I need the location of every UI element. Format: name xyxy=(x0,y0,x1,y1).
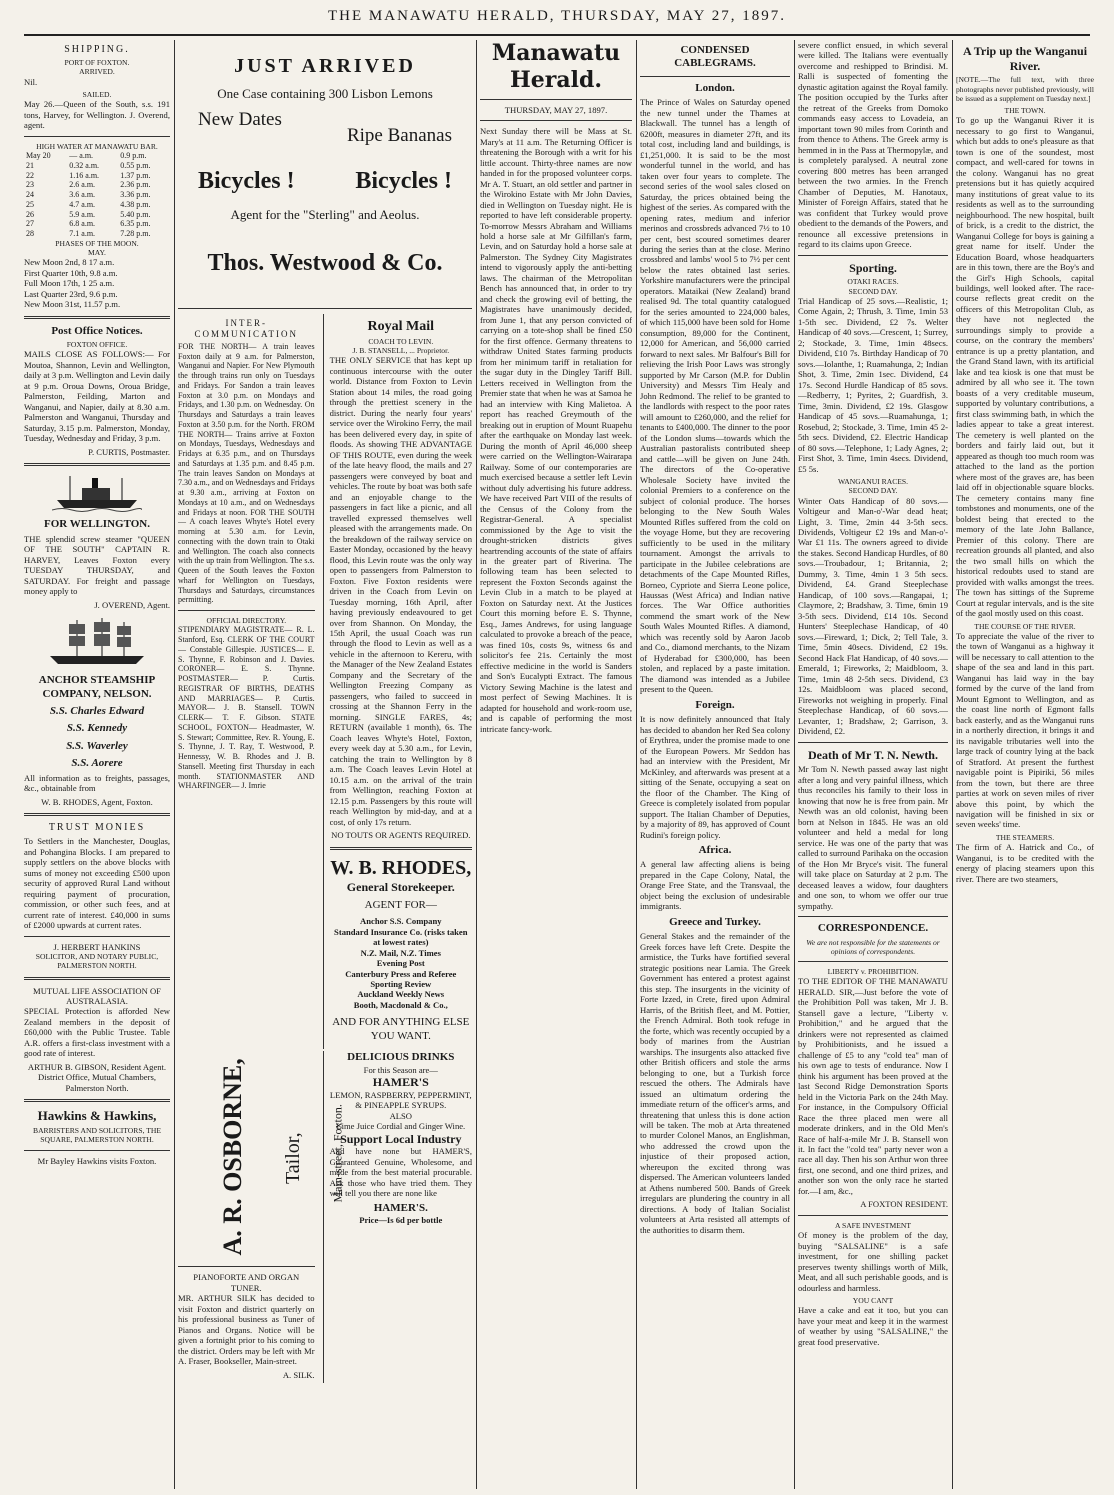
death-heading: Death of Mr T. N. Newth. xyxy=(808,747,938,762)
royal-mail-heading: Royal Mail xyxy=(367,318,435,334)
bananas-label: Ripe Bananas xyxy=(346,125,452,147)
dates-label: New Dates xyxy=(198,109,282,131)
cable-continued-text: severe conflict ensued, in which several were killed. The Italians were eventually overcome and reshipped to Brindisi. M. Ralli is suspected of fomenting the dynastic agitation against the Royal family. The position occupied by the Turks after the retreat of the Greeks from Domoko commands easy access to Lovadeia, an important town 90 miles from Corinth and from thence to Athens. The Greek army is hemmed in in the Pass at Thermopylæ, and is completely paralysed. A neutral zone covering 800 metres has been arranged between the two armies. In the French Chamber of Deputies, M. Hanotaux, Minister of Foreign Affairs, stated that he was confident that Turkey would prove obedient to the demands of the Powers, and renounce all excessive pretensions in regard to its claims upon Greece. xyxy=(798,40,948,250)
table-row: May 20 — a.m. 0.9 p.m. xyxy=(26,151,147,161)
table-row: 28 7.1 a.m. 7.28 p.m. xyxy=(26,229,151,239)
africa-text: A general law affecting aliens is being prepared in the Cape Colony, Natal, the Orange Free State, and the Transvaal, the object being the exclusion of undesirable immigrants. xyxy=(640,859,790,912)
official-heading: OFFICIAL DIRECTORY. xyxy=(206,616,287,625)
table-row: 24 3.6 a.m. 3.36 p.m. xyxy=(26,190,151,200)
rhodes-sub: General Storekeeper. xyxy=(346,880,455,895)
hawkins-name: Hawkins & Hawkins, xyxy=(37,1108,157,1124)
agency-item: Standard Insurance Co. (risks taken at lowest rates) xyxy=(334,926,468,948)
column-5 xyxy=(798,40,948,1489)
steamers-text: The firm of A. Hatrick and Co., of Wanganui, is to be credited with the energy of placing steamers upon this river. There are two steamers, xyxy=(956,842,1094,884)
otaki-day: SECOND DAY. xyxy=(848,286,898,296)
lime-juice: Lime Juice Cordial and Ginger Wine. xyxy=(336,1121,466,1132)
wanganui-races-text: Winter Oats Handicap of 80 sovs.—Voltigeur and Man-o'-War dead heat; Light, 3. Time, 2min 44 3-5th secs. Dividends, Voltigeur £2 19s and Man-o'-War £1 11s. The owners agreed to divide the stakes. Second Handicap Hurdles, of 80 sovs.—Troubadour, 1; Britannia, 2; Dummy, 3. Time, 4min 1 3 5th secs. Dividend, £4. Grand Steeplechase Handicap, of 100 sovs.—Rangapai, 1; Claymore, 2; Bradshaw, 3. Time, 6min 19 3-5th secs. Dividend, £14 10s. Second Hunters' Steeplechase Handicap, of 40 sovs.—Fireward, 1; Dick, 2; Tell Tale, 3. Time, 5min 40secs. Dividend, £2 19s. Second Hack Flat Handicap, of 40 sovs.—Emerald, 1; Fireworks, 2; Maidbloom, 3. Time, 1min 48 2-5th secs. Dividend, £3 12s. Maidbloom was placed second, Fireworks not weighing in properly. Final Steeplechase Handicap, of 60 sovs.—Levanter, 1; Bradshaw, 2; Garrison, 3. Dividend, £2. xyxy=(798,495,948,737)
rhodes-name: W. B. RHODES, xyxy=(330,856,472,879)
bicycles-label: Bicycles ! xyxy=(198,168,295,195)
table-row: 21 0.32 a.m. 0.55 p.m. xyxy=(26,160,151,170)
hawkins-sub: BARRISTERS AND SOLICITORS, THE SQUARE, PALMERSTON NORTH. xyxy=(33,1126,161,1145)
port-heading: PORT OF FOXTON. xyxy=(64,58,130,68)
hankins-sub: SOLICITOR, AND NOTARY PUBLIC, PALMERSTON NORTH. xyxy=(35,952,159,971)
otaki-text: Trial Handicap of 25 sovs.—Realistic, 1; Come Again, 2; Thrush, 3. Time, 1min 53 1-5th sec. Dividend, £2 7s. Welter Handicap of 40 sovs.—Crescent, 1; Surrey, 2; Stockade, 3. Time, 1min 48secs. Dividend, £10 7s. Birthday Handicap of 70 sovs.—Iolanthe, 1; Ruamahunga, 2; Indian Shot, 3. Time, 2min 1sec. Dividend, £4 17s. Second Hurdle Handicap of 85 sovs.—Redberry, 1; Pyrites, 2; Guardfish, 3. Time, 3min. Dividend, £2 19s. Glasgow Handicap of 45 sovs.—Ruamahunga, 1; Rosebud, 2; Stockade, 3. Time, 1min 45 2-5th secs. Dividend, £2. Electric Handicap of 80 sovs.—Telephone, 1; Lady Agnes, 2; First Shot, 3. Time, 1min 4secs. Dividend, £5 5s. xyxy=(798,295,948,474)
hamers-name: HAMER'S. xyxy=(373,1201,428,1214)
high-water-heading: HIGH WATER AT MANAWATU BAR. xyxy=(36,141,158,151)
greece-heading: Greece and Turkey. xyxy=(669,915,761,928)
cablegrams-heading: CONDENSED CABLEGRAMS. xyxy=(674,44,756,70)
osborne-name: A. R. OSBORNE, xyxy=(218,1058,248,1256)
moon-line: Full Moon 17th, 1 25 a.m. xyxy=(24,278,115,289)
royal-mail-text: THE ONLY SERVICE that has kept up continuous intercourse with the outer world. Distance from Foxton to Levin Station about 14 miles, the road going through the prettiest scenery in the district. During the nearly four years' service over the Wirokino Ferry, the mail has been delivered every day, in spite of floods. As showing THE ADVANTAGE OF THIS ROUTE, even during the week of the late heavy flood, the mails and 27 passengers were conveyed by boat and vehicles. The route by boat was both safe and an enjoyable change to the passengers in fact like a picnic, and all travelled expressed themselves well pleased with the arrangements made. On the breakdown of the railway service on Easter Monday, occasioned by the heavy flood, this Levin route was the only way open to passengers from Palmerston to Foxton. Five Foxton residents were driven in the Coach from Levin on Tuesday morning, 16th April, after having previously endeavoured to get over from Shannon. On Monday, the 15th April, the usual Coach was run through the flood to Levin as well as a vehicle in the afternoon to Kereru, with the Manager of the New Zealand Estates Company and the Secretary of the Wellington Freezing Company as passengers, who failed to succeed in crossing at the Shannon Ferry in the morning. SINGLE FARES, 4s; RETURN (available 1 month), 6s. The Coach leaves Whyte's Hotel, Foxton, every week day at 5.30 a.m., for Levin, catching the train to Wellington by 8 a.m. The Coach leaves Levin Hotel at 10.15 a.m. on the arrival of the train from Wellington, reaching Foxton at 12.15 p.m. Passengers by this route will reach Wellington by mid-day, and at a cost, of only 17s return. xyxy=(329,355,472,827)
liberty-heading: LIBERTY v. PROHIBITION. xyxy=(827,967,919,976)
wellington-sign: J. OVEREND, Agent. xyxy=(94,599,170,610)
table-row: 26 5.9 a.m. 5.40 p.m. xyxy=(26,209,151,219)
herald-title: Manawatu Herald. xyxy=(491,40,621,93)
anything-else: AND FOR ANYTHING ELSE YOU WANT. xyxy=(332,1016,470,1042)
greece-text: General Stakes and the remainder of the Greek forces have left Crete. Despite the armistice, the Turks have fortified several strategic positions near Lamia. The Greek Government has entered a protest against this step. The insurgents in the vicinity of Forte Izzed, in Crete, fired upon Admiral Harris, of the British fleet, and M. Pottier, the French Admiral. Both took refuge in the forte, which was recently occupied by a body of marines from the Austrian warships. The insurgents also attacked five other British officers and stole the arms belonging to one, but a Turkish force rescued the others. The Admirals have issued an ultimatum ordering the immediate return of the officer's arms, and threatening that unless this is done action will be taken. The mob at Arta threatened to murder Colonel Manos, an Englishman, who addressed the crowd upon the injustice of their proposed action, whereupon the excited throng was dispersed. The American volunteers landed at Athens numbered 500. Bands of Greek irregulars are plundering the country in all directions. A body of Italian Socialist volunteers at Arta resisted all attempts of the authorities to disarm them. xyxy=(640,931,790,1235)
column-4 xyxy=(640,40,790,1489)
agent-line: Agent for the "Sterling" and Aeolus. xyxy=(230,206,420,222)
post-office-sign: P. CURTIS, Postmaster. xyxy=(88,446,170,457)
hankins-name: J. HERBERT HANKINS xyxy=(53,941,141,952)
correspondence-note: We are not responsible for the statements or opinions of correspondents. xyxy=(806,937,940,956)
ship-name: S.S. Charles Edward xyxy=(49,704,145,717)
moon-line: Last Quarter 23rd, 9.6 p.m. xyxy=(24,288,118,299)
agency-item: Booth, Macdonald & Co., xyxy=(353,999,448,1010)
mutual-sign: ARTHUR B. GIBSON, Resident Agent. District Office, Mutual Chambers, Palmerston North. xyxy=(27,1061,167,1093)
no-touts: NO TOUTS OR AGENTS REQUIRED. xyxy=(331,830,471,841)
silk-text: MR. ARTHUR SILK has decided to visit Foxton and district quarterly on his professional business as Tuner of Pianos and Organs. Notice will be given a fortnight prior to his coming to the district. Orders may be left with Mr A. Fraser, Bookseller, Main-street. xyxy=(178,1293,315,1367)
steamer-illustration xyxy=(52,472,142,512)
column-divider xyxy=(794,40,795,1489)
intercommunication-text: FOR THE NORTH— A train leaves Foxton daily at 9 a.m. for Palmerston, Wanganui and Napier. For New Plymouth the through trains run only on Tuesdays and Fridays. For Sandon a train leaves Foxton at 3.0 p.m. on Mondays and Fridays, and 1.30 p.m. on Wednesday. On Thursdays and Saturdays a train leaves Foxton at 3.50 p.m. for the North. FROM THE NORTH— Trains arrive at Foxton on Mondays, Tuesdays, Wednesdays and Fridays at 6.35 p.m., and on Thursdays and Saturdays at 1.35 p.m. and 8.45 p.m. The train leaves Sandon on Mondays at 7.30 a.m., and on Wednesdays and Fridays at 9.30 a.m., arriving at Foxton on Mondays at 10 a.m., and on Wednesdays and Fridays at noon. FOR THE SOUTH— A coach leaves Whyte's Hotel every morning at 5.30 a.m. for Levin, connecting with the down train to Otaki and Wellington. The coach also connects with the up train from Wellington. The s.s. Queen of the South leaves the Foxton wharf for Wellington on Tuesdays, Thursdays and Saturdays, circumstances permitting. xyxy=(178,341,315,605)
anchor-heading: ANCHOR STEAMSHIP COMPANY, NELSON. xyxy=(38,674,156,700)
hawkins-foot: Mr Bayley Hawkins visits Foxton. xyxy=(37,1155,157,1166)
post-office-text: MAILS CLOSE AS FOLLOWS:— For Moutoa, Shannon, Levin and Wellington, daily at 3 p.m. Wellington and Levin daily at 9 p.m. Oroua Downs, Oroua Bridge, Palmerston, Feilding, Marton and Wanganui, and Napier, daily at 8.30 a.m. Palmerston and Wanganui, Thursday and Saturday, 3.15 p.m. Palmerston, Monday, Tuesday, Wednesday and Friday, 3 p.m. xyxy=(24,349,170,444)
ship-name: S.S. Waverley xyxy=(66,739,128,752)
masthead: THE MANAWATU HERALD, THURSDAY, MAY 27, 1897. xyxy=(328,8,786,24)
bicycles-label: Bicycles ! xyxy=(355,168,452,195)
ship-name: S.S. Aorere xyxy=(71,757,123,770)
masthead-rule xyxy=(24,34,1090,36)
intercommunication-heading: INTER-COMMUNICATION xyxy=(194,317,299,339)
cant-text: Have a cake and eat it too, but you can have your meat and keep it in the warmest of weather by using "SALSALINE," the great food preservative. xyxy=(798,1305,948,1347)
liberty-sign: A FOXTON RESIDENT. xyxy=(860,1199,948,1210)
agency-item: Canterbury Press and Referee xyxy=(345,968,457,979)
moon-month: MAY. xyxy=(88,248,106,258)
wanganui-day: SECOND DAY. xyxy=(848,486,898,496)
trust-heading: TRUST MONIES xyxy=(48,821,146,833)
drinks-heading: DELICIOUS DRINKS xyxy=(347,1051,455,1064)
arrived-text: Nil. xyxy=(24,76,38,87)
column-2 xyxy=(178,40,472,1489)
steamers-heading: THE STEAMERS. xyxy=(995,832,1055,842)
shipping-heading: SHIPPING. xyxy=(64,44,130,55)
royal-mail-sub: COACH TO LEVIN. xyxy=(368,336,434,346)
official-text: STIPENDIARY MAGISTRATE— R. L. Stanford, Esq. CLERK OF THE COURT— Constable Gillespie. JUSTICES— E. S. Thynne, F. Robinson and J. Davies. CORONER— E. S. Thynne. POSTMASTER— P. Curtis. REGISTRAR OF BIRTHS, DEATHS AND MARRIAGES— P. Curtis. MAYOR— J. B. Stansell. TOWN CLERK— T. F. Gibson. STATE SCHOOL, FOXTON— Headmaster, W. S. Stewart; Committee, Rev. R. Young, E. S. Thynne, J. T. Ray, T. Westwood, P. Hennessy, W. B. Rhodes and J. B. Stansell. Meeting first Thursday in each month. STATIONMASTER AND WHARFINGER— J. Imrie xyxy=(178,625,315,791)
agency-item: Sporting Review xyxy=(370,979,432,989)
table-row: 27 6.8 a.m. 6.35 p.m. xyxy=(26,219,151,229)
death-text: Mr Tom N. Newth passed away last night after a long and very painful illness, which thus reconciles his family to their loss in knowing that now he is free from pain. Mr Newth was an old colonist, having been born at Nelson in 1845. He was an old volunteer and held a medal for long service. He was one of the party that was called to surround Parihaka on the occasion of the Hon Mr Bryce's visit. The funeral will take place on Saturday at 2 p.m. The deceased leaves a widow, four daughters and one son, to whom we offer our true sympathy. xyxy=(798,764,948,911)
column-3 xyxy=(480,40,632,1489)
column-1 xyxy=(24,40,170,1489)
london-heading: London. xyxy=(695,81,735,94)
ship-name: S.S. Kennedy xyxy=(66,722,128,735)
london-text: The Prince of Wales on Saturday opened the new tunnel under the Thames at Blackwall. The tunnel has a length of 6200ft, measures in diameter 27ft, and its total cost, including land and buildings, is £1,251,000. It is said to be the most wonderful tunnel in the world, and has taken over four years to complete. The second series of the wool sales closed on Saturday, the prices obtained being the highest of the series. As compared with the opening rates, medium and inferior merinos and crossbreds advanced 7½ to 10 per cent, best scoured sometimes dearer during the series than at the close. Merino crossbred and lambs' wool 5 to 7½ per cent below the rates obtained last series. Yorkshire manufacturers were the principal operators. Mataikai (New Zealand) brand realised 9d. The total quantity catalogued for the series amounted to 224,000 bales, of which 115,000 have been sold for Home consumption, 89,000 for the Continent, 12,000 for American, and 56,000 carried forward to next sales. Mr Balfour's Bill for relieving the Irish Poor Laws was strongly supported by Mr Carson (M.P. for Dublin University) and Messrs Tim Healy and John Redmond. The relief to be granted to the landlords with respect to the poor rates will amount to £260,000, and the relief for tenants to £400,000. The dinner to the poor of the London slums—towards which the Australian pastoralists contributed sheep and cattle—will be given on June 24th. The directors of the Co-operative Wholesale Society have invited the colonial Premiers to a conference on the subject of colonial produce. The horses belonging to the New South Wales Mounted Rifles suffered from the cold on the voyage Home, but they are recovering sufficiently to be used in the military tournament. Amongst the arrivals to participate in the Jubilee celebrations are detachments of the Cape Mounted Rifles, Borneo, Cypriote and Sierra Leone police, Haussas (West Africa) and Indian native forces. The War Office authorities commend the smart work of the New South Wales Mounted Rifles. A diamond, which was recently sold by Aaron Jacob and Co., diamond merchants, to the Nizam of Hyderabad for £300,000, has been stolen, and replaced by a paste imitation. The diamond was intended as a Jubilee present to the Queen. xyxy=(640,97,790,695)
moon-line: New Moon 31st, 11.57 p.m. xyxy=(24,299,121,310)
tide-table xyxy=(24,151,170,239)
lemons-line: One Case containing 300 Lisbon Lemons xyxy=(217,86,433,102)
liberty-text: TO THE EDITOR OF THE MANAWATU HERALD. SIR,—Just before the vote of the Prohibition Poll was taken, Mr J. B. Stansell gave a lecture, "Liberty v. Prohibition," and he argued that the drinkers were not represented as claimed by Prohibitionists, and he issued a challenge of £5 to any "cold tea" man of his own age to tests of endurance. Now I think his argument has been proved at the last Second Ridge Demonstration Sports held in the Victoria Park on the 24th May. For instance, in the Compulsory Official Race the three placed men were all moderate drinkers, and in the Old Men's Race of half-a-mile Mr J. B. Stansell won it. In fact the "cold tea" party never won a race all day. Then his son Arthur won three first, one second, and one third prizes, and another son won the only race he started for.—I am, &c., xyxy=(798,976,948,1196)
column-divider xyxy=(476,40,477,1489)
anchor-sign: W. B. RHODES, Agent, Foxton. xyxy=(41,796,153,807)
also: ALSO xyxy=(389,1110,413,1121)
column-divider xyxy=(636,40,637,1489)
trust-text: To Settlers in the Manchester, Douglas, and Pohangina Blocks. I am prepared to supply settlers on the above blocks with sums of money not exceeding £500 upon security of approved Rural Land without requiring payment of procuration, commission, or other such fees, and at current rate of interest. £40,000 in sums of £2000 upwards at current rates. xyxy=(24,836,170,931)
table-row: 22 1.16 a.m. 1.37 p.m. xyxy=(26,170,151,180)
mutual-heading: MUTUAL LIFE ASSOCIATION OF AUSTRALASIA. xyxy=(33,985,161,1006)
support-text: And have none but HAMER'S, Guaranteed Genuine, Wholesome, and made from the best material procurable. Ask those who have tried them. They will tell you there are none like xyxy=(329,1146,472,1199)
syrups: LEMON, RASPBERRY, PEPPERMINT, & PINEAPPLE SYRUPS. xyxy=(329,1089,472,1111)
town-heading: THE TOWN. xyxy=(1004,106,1046,115)
sailed-text: May 26.—Queen of the South, s.s. 191 tons, Harvey, for Wellington. J. Overend, agent. xyxy=(24,99,170,131)
table-row: 23 2.6 a.m. 2.36 p.m. xyxy=(26,180,151,190)
moon-line: New Moon 2nd, 8 17 a.m. xyxy=(24,257,115,268)
course-text: To appreciate the value of the river to the town of Wanganui as a highway it will be necessary to call attention to the shape of the sea and land in this part. Wanganui has laid way in the bay formed by the curve of the land from Mount Egmont to Wellington, and as the coast line north of Egmont falls back easterly, and as the Wanganui runs in a northerly direction, it brings it and its navigable tributaries well into the large track of country lying at the back of Stratford. At present the furthest navigable point is Pipiriki, 56 miles from the town, but there are three parties at work on seven miles of river above this point, by which the navigation will be finished in six or seven weeks' time. xyxy=(956,630,1094,830)
trip-heading: A Trip up the Wanganui River. xyxy=(962,44,1088,73)
fruit-row xyxy=(198,108,452,147)
royal-mail-prop: J. B. STANSELL, ... Proprietor. xyxy=(352,346,450,356)
herald-dateline: THURSDAY, MAY 27, 1897. xyxy=(504,104,608,115)
column-divider xyxy=(174,40,175,1489)
westwood-name: Thos. Westwood & Co. xyxy=(207,249,443,276)
otaki-heading: OTAKI RACES. xyxy=(847,277,899,287)
agency-item: Anchor S.S. Company xyxy=(360,916,442,927)
bicycles-row xyxy=(198,167,452,196)
osborne-tailor: Tailor, xyxy=(281,1132,304,1185)
silk-sign: A. SILK. xyxy=(282,1369,315,1380)
just-arrived-heading: JUST ARRIVED xyxy=(234,55,416,77)
arrived-heading: ARRIVED. xyxy=(79,67,115,77)
agency-item: N.Z. Mail, N.Z. Times xyxy=(360,947,441,958)
hamers-name: HAMER'S xyxy=(372,1075,429,1090)
moon-line: First Quarter 10th, 9.8 a.m. xyxy=(24,267,118,278)
wanganui-races-heading: WANGANUI RACES. xyxy=(837,477,909,487)
course-heading: THE COURSE OF THE RIVER. xyxy=(974,621,1076,631)
anchor-text: All information as to freights, passages, &c., obtainable from xyxy=(24,772,170,794)
sailed-heading: SAILED. xyxy=(82,90,112,100)
safe-text: Of money is the problem of the day, buying "SALSALINE" is a safe investment, for one shilling packet preserves twenty shillings worth of Milk, Meat, and all such perishable goods, and is odourless and harmless. xyxy=(798,1230,948,1293)
town-text: To go up the Wanganui River it is necessary to go first to Wanganui, which but adds to one's pleasure as that town is one of the soundest, most compact, and well-cared for towns in the colony. Wanganui has no great pretensions but it has quietly acquired many institutions of great value to its residents as well as to the surrounding neighbourhood. The new hospital, built of brick, is a credit to the district, the Wanganui College for boys is gaining a great name for itself. Under the Education Board, whose headquarters are in this town, there are the Boy's and the Girl's High Schools, capital buildings, well looked after. The race-course reflects great credit on the officers of this Metropolitan Club, as they have not neglected the surroundings simply to provide a course, on the contrary the members' entrance is up a pretty plantation, and the Grand Stand lawn, with its artificial lake and tea kiosk is one that must be admired by all who see it. The town boasts of a very creditable museum, supported by voluntary contributions, a first class swimming bath, in which the ladies appear to take a great interest. The cemetery is well planted on the borders and fairly laid out, but it appeared as though too much room was attached to the land as the portion where most of the graves are, has been laid off in objectionable square blocks. The cemetery contains many fine tombstones and monuments, one of the boldest being that erected to the memory of the late John Ballance, Premier of this colony. There are recreation grounds all planted, and also the two small hills on which the historical redoubts used to stand are provided with walks amongst the trees. The town has sittings of the Supreme Court at regular intervals, and is the site of the gaol mostly used on this coast. xyxy=(956,115,1094,619)
table-row: 25 4.7 a.m. 4.38 p.m. xyxy=(26,199,151,209)
cant-heading: YOU CAN'T xyxy=(852,1296,894,1306)
osborne-advert xyxy=(178,1051,345,1261)
sailing-ship-illustration xyxy=(42,616,152,668)
foreign-text: It is now definitely announced that Italy has decided to abandon her Red Sea colony of Erythrea, under the promise made to one of the European Powers. Mr Seddon has had an interview with the President, Mr McKinley, and afterwards was present at a sitting of the Senate, occupying a seat on the floor of the Chamber. The King of Greece is completely isolated from popular support. The Italian Chamber of Deputies, by a majority of 89, has approved of Count Rudini's foreign policy. xyxy=(640,714,790,840)
herald-text: Next Sunday there will be Mass at St. Mary's at 11 a.m. The Returning Officer is threatening the Borough with a writ for his little account. Thirty-three names are now handed in for the proposed volunteer corps. Mr A. T. Stuart, an old settler and partner in the Wirokino Estate with Mr John Davies, died in Wellington on Tuesday night. He is reported to have left considerable property. To-morrow Messrs Abraham and Williams hold a horse sale at Mr Gilfillan's farm, Levin, and on Saturday hold a horse sale at Palmerston. The Sydney City Magistrates intend to vigorously apply the anti-betting laws. The chairman of the Metropolitan Bench has announced that, in order to try and check the growing evil of betting, the Magistrates have unanimously decided, from June 1, that any person convicted of carrying on a tote-shop shall be fined £50 for the first offence. Germany threatens to withdraw United States farming products from her minimum tariff in retaliation for the sugar duty in the Dingley Tariff Bill. Letters received in Wellington from the Premier state that when he was at Samoa he had an interview with King Malietoa. A report has reached Greymouth of the breaking out in eruption of Mount Ruapehu after the earthquake on Monday last week. During the month of April 46,000 sheep were carried on the Wellington-Wairarapa Railway. Some of our contemporaries are much exercised because a settler left Levin without duly advertising his future address. We have received Part VIII of the results of the Census of the Colony from the Registrar-General. A specialist commissioned by the Age to visit the drought-stricken districts gives heartrending accounts of the state of affairs in the greater part of Riverina. The following team has been selected to represent the Foxton Seconds against the Levin Club in a match to be played at Foxton on Saturday next. At the Justices Court this morning before E. S. Thynne, Esq., James Andrews, for using language calculated to provoke a breach of the peace, was fined 10s, costs 9s, witness 6s and solicitor's fee 21s. Certainly the most effective medicine in the world is Sanders and Son's Eucalypti Extract. The famous Victory Sewing Machine is the latest and most perfect of Sewing Machines. It is adapted for household and work-room use, and is capable of performing the most intricate fancy-work. xyxy=(480,126,632,734)
osborne-address: Main-street, Foxton. xyxy=(330,1104,345,1203)
column-6 xyxy=(956,40,1094,1489)
agency-item: Evening Post xyxy=(376,958,425,969)
safe-heading: A SAFE INVESTMENT xyxy=(835,1220,911,1230)
trip-note: [NOTE.—The full text, with three photographs never published previously, will be issued as a supplement on Tuesday next.] xyxy=(956,75,1094,103)
mutual-text: SPECIAL Protection is afforded New Zealand members in the deposit of £60,000 with the Public Trustee. Table A.R. offers a first-class investment with a good rate of interest. xyxy=(24,1006,170,1059)
agency-item: Auckland Weekly News xyxy=(357,989,445,1000)
moon-heading: PHASES OF THE MOON. xyxy=(55,238,139,248)
sporting-heading: Sporting. xyxy=(849,260,897,275)
foreign-heading: Foreign. xyxy=(695,698,735,711)
wellington-text: THE splendid screw steamer "QUEEN OF THE SOUTH" CAPTAIN R. HARVEY, Leaves Foxton every TUESDAY THURSDAY, and SATURDAY. For freight and passage money apply to xyxy=(24,533,170,597)
piano-heading: PIANOFORTE AND ORGAN TUNER. xyxy=(193,1272,300,1293)
post-office-sub: FOXTON OFFICE. xyxy=(66,340,128,350)
post-office-heading: Post Office Notices. xyxy=(51,324,143,337)
column-divider xyxy=(952,40,953,1489)
agent-for: AGENT FOR— xyxy=(364,898,437,911)
wellington-heading: FOR WELLINGTON. xyxy=(44,518,150,531)
africa-heading: Africa. xyxy=(698,844,732,857)
price-line: Price—Is 6d per bottle xyxy=(359,1215,443,1226)
drinks-season: For this Season are— xyxy=(363,1064,438,1075)
support-heading: Support Local Industry xyxy=(340,1131,462,1146)
correspondence-heading: CORRESPONDENCE. xyxy=(817,922,929,935)
